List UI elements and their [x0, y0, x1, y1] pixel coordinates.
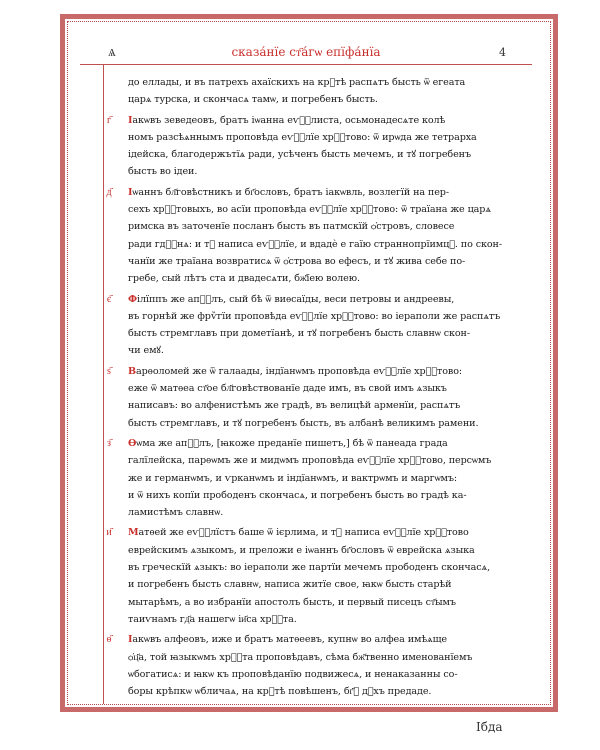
- line-text: ѡаннъ бл҃говѣстникъ и бг҃ословъ, братъ іакѡвль, возлегїй на пер-: [132, 186, 449, 198]
- text-line: [128, 91, 520, 108]
- drop-initial: І: [128, 186, 133, 198]
- text-line: [128, 470, 520, 487]
- line-text: ламистѣмъ славнѡ.: [128, 507, 224, 519]
- signature-mark: Ібда: [476, 720, 503, 734]
- verse-number: ѳ҃: [106, 634, 112, 646]
- drop-initial: В: [128, 365, 137, 377]
- text-line: [128, 363, 520, 380]
- text-line: [128, 342, 520, 359]
- verse-number: и҃: [106, 527, 112, 539]
- page-number: 4: [499, 46, 506, 59]
- text-line: [128, 542, 520, 559]
- text-line: [128, 594, 520, 611]
- line-text: боры крѣпкѡ ѡбличаѧ, на крⷮтѣ повѣшенъ, бг҃ꙋ дꙋхъ предаде.: [128, 686, 432, 698]
- text-line: [128, 631, 520, 648]
- line-text: ілїппъ же апⷭ҇лъ, сый бѣ ѿ виѳсаїды, веси петровы и андреевы,: [137, 293, 455, 305]
- text-line: [128, 649, 520, 666]
- line-text: и ѿ нихъ копїи прободенъ скончасѧ, и погребенъ бысть во градѣ ка-: [128, 489, 467, 501]
- text-line: [128, 487, 520, 504]
- drop-initial: М: [128, 527, 139, 539]
- paragraph: [106, 631, 520, 700]
- drop-initial: І: [128, 114, 133, 126]
- text-line: [128, 270, 520, 287]
- line-text: въ горнѣй же фрѷгїи проповѣда еѵⷢ҇лїе хрⷭ҇тово: во іераполи же распѧтъ: [128, 310, 501, 322]
- text-line: [128, 576, 520, 593]
- line-text: римска въ заточенїе посланъ бысть въ патмскїй ѻ҆стровъ, словесе: [128, 221, 455, 233]
- page-header: [80, 44, 532, 64]
- paragraph: [106, 524, 520, 628]
- line-text: въ греческїй ѧзыкъ: во іераполи же партїи мечемъ прободенъ скончасѧ,: [128, 562, 491, 574]
- text-line: [128, 184, 520, 201]
- line-text: бысть стремглавъ, и тꙋ погребенъ бысть, въ албанѣ великимъ рамени.: [128, 417, 479, 429]
- line-text: царѧ турска, и скончасѧ тамѡ, и погребенъ бысть.: [128, 94, 378, 106]
- line-text: бысть во ідеи.: [128, 166, 198, 178]
- line-text: до еллады, и въ патрехъ ахаїскихъ на крⷮтѣ распѧтъ бысть ѿ егеата: [128, 77, 466, 88]
- text-line: [128, 74, 520, 91]
- text-line: [128, 415, 520, 432]
- text-line: [128, 504, 520, 521]
- line-text: галїлейска, парѳѡмъ же и мидѡмъ проповѣда еѵⷢ҇лїе хрⷭ҇тово, персѡмъ: [128, 455, 492, 467]
- line-text: еврейскимъ ѧзыкомъ, и преложи е іѡаннъ бг҃ословъ ѿ еврейска ѧзыка: [128, 544, 475, 556]
- text-line: [128, 397, 520, 414]
- text-line: [128, 325, 520, 342]
- text-line: [128, 129, 520, 146]
- text-line: [128, 452, 520, 469]
- verse-number: з҃: [107, 437, 111, 449]
- text-line: [128, 435, 520, 452]
- verse-number: ѕ҃: [107, 365, 111, 377]
- line-text: номъ разсѣѧннымъ проповѣда еѵⷢ҇лїе хрⷭ҇тово: ѿ ирѡда же тетрарха: [128, 131, 477, 143]
- text-line: [128, 201, 520, 218]
- line-text: гребе, сый лѣтъ ста и двадесѧти, бж҃їею волею.: [128, 273, 360, 285]
- line-text: арѳоломей же ѿ галаады, індїанѡмъ проповѣда еѵⷢ҇лїе хрⷭ҇тово:: [136, 365, 463, 377]
- header-rule: [80, 64, 532, 65]
- line-text: чанїи же траїана возвратисѧ ѿ ѻ҆строва во ефесъ, и тꙋ жива себе по-: [128, 255, 466, 267]
- verse-number: д҃: [106, 186, 112, 198]
- line-text: ѻ҆ц҃а, той ꙗзыкѡмъ хрⷭ҇та проповѣдавъ, сѣма бж҃твенно именованїемъ: [128, 651, 473, 663]
- text-line: [128, 524, 520, 541]
- text-line: [128, 380, 520, 397]
- text-line: [128, 666, 520, 683]
- verse-number: є҃: [106, 293, 112, 305]
- paragraph: [107, 363, 520, 432]
- text-line: [128, 236, 520, 253]
- line-text: же и германѡмъ, и ѵрканѡмъ и індїанѡмъ, и вактрѡмъ и маргѡмъ:: [128, 472, 458, 484]
- header-mark: Ѧ: [108, 46, 116, 59]
- line-text: ідейска, благодержътїѧ ради, усѣченъ бысть мечемъ, и тꙋ погребенъ: [128, 149, 471, 161]
- paragraph: [106, 291, 520, 360]
- text-line: [128, 163, 520, 180]
- line-text: мытарѣмъ, а во избранїи апостолъ бысть, и первый писецъ ст҃ымъ: [128, 596, 456, 608]
- line-text: ѡбогатисѧ: и ꙗкѡ къ проповѣданїю подвижесѧ, и ненаказанны со-: [128, 668, 458, 680]
- text-line: [128, 112, 520, 129]
- text-line: [128, 291, 520, 308]
- drop-initial: Ѳ: [128, 437, 137, 449]
- text-line: [128, 253, 520, 270]
- text-line: [128, 308, 520, 325]
- text-line: [128, 611, 520, 628]
- paragraph: [128, 74, 520, 109]
- line-text: атѳей же еѵⷢ҇лїстъ баше ѿ ієрлима, и тꙋ написа еѵⷢ҇лїе хрⷭ҇тово: [138, 527, 469, 539]
- body-text: [106, 74, 520, 703]
- paragraph: [107, 435, 520, 521]
- text-line: [128, 218, 520, 235]
- line-text: написавъ: во алфенистѣмъ же градѣ, въ велицѣй арменїи, распѧтъ: [128, 400, 461, 412]
- text-line: [128, 683, 520, 700]
- line-text: еже ѿ матѳеа ст҃ое бл҃говѣствованїе даде имъ, въ свой имъ ѧзыкъ: [128, 383, 447, 395]
- margin-rule: [103, 64, 104, 704]
- running-title: сказа́нїе ст҃а́гѡ епїфа́нїа: [231, 45, 381, 59]
- line-text: акѡвъ алфеовъ, иже и братъ матѳеевъ, купнѡ во алфеа имѣѧще: [132, 634, 448, 646]
- line-text: таиѵнамъ гд҃а нашегѡ іи҃са хрⷭ҇та.: [128, 613, 297, 625]
- text-line: [128, 146, 520, 163]
- verse-number: г҃: [106, 114, 112, 126]
- line-text: ѡма же апⷭ҇лъ, [ꙗкоже преданїе пишетъ,] бѣ ѿ панеада града: [136, 437, 448, 449]
- text-line: [128, 559, 520, 576]
- paragraph: [106, 112, 520, 181]
- drop-initial: Ф: [128, 293, 138, 305]
- line-text: акѡвъ зеведеовъ, братъ іѡанна еѵⷢ҇листа, осьмонадесѧте колѣ: [132, 114, 446, 126]
- line-text: сехъ хрⷭ҇товыхъ, во асїи проповѣда еѵⷢ҇лїе хрⷭ҇тово: ѿ траїана же царѧ: [128, 204, 491, 216]
- drop-initial: І: [128, 634, 133, 646]
- line-text: бысть стремглавъ при дометїанѣ, и тꙋ погребенъ бысть славнѡ скон-: [128, 328, 470, 340]
- paragraph: [106, 184, 520, 288]
- line-text: и погребенъ бысть славнѡ, написа житїе свое, ꙗкѡ бысть старѣй: [128, 579, 452, 591]
- line-text: ради гдⷭ҇нѧ: и тꙋ написа еѵⷢ҇лїе, и вдадѐ е гаїю страннопрїимцꙋ. по скон-: [128, 238, 502, 250]
- line-text: чи емꙋ.: [128, 345, 164, 357]
